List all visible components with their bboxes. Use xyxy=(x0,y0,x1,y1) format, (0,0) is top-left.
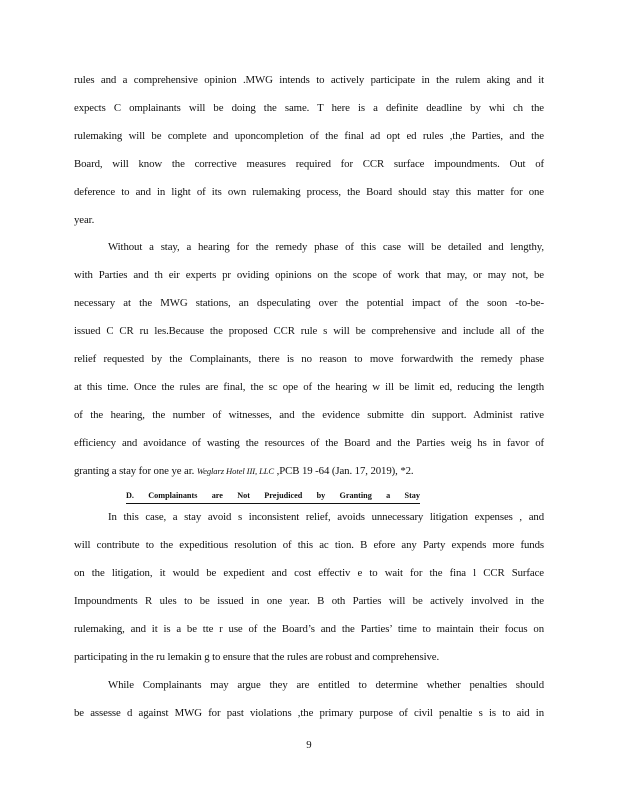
text-line: issued C CR ru les.Because the proposed CCR rule s will be comprehensive and include all of the xyxy=(74,325,544,337)
text-line: relief requested by the Complainants, there is no reason to move forwardwith the remedy phase xyxy=(74,353,544,365)
text-line: expects C omplainants will be doing the same. T here is a definite deadline by whi ch the xyxy=(74,102,544,114)
text-line: necessary at the MWG stations, an dspeculating over the potential impact of the soon -to-be- xyxy=(74,297,544,309)
text-line: of the hearing, the number of witnesses, and the evidence submitte din support. Administ rative xyxy=(74,409,544,421)
text-line: rules and a comprehensive opinion .MWG intends to actively participate in the rulem aking and it xyxy=(74,74,544,86)
text-line: While Complainants may argue they are entitled to determine whether penalties should xyxy=(108,679,544,691)
text-line-citation xyxy=(74,464,484,478)
text-fragment: ,PCB 19 -64 (Jan. 17, 2019), *2. xyxy=(276,465,414,477)
text-line: at this time. Once the rules are final, the sc ope of the hearing w ill be limit ed, reducing the length xyxy=(74,381,544,393)
text-line: In this case, a stay avoid s inconsistent relief, avoids unnecessary litigation expenses , and xyxy=(108,511,544,523)
text-line: Impoundments R ules to be issued in one year. B oth Parties will be actively involved in the xyxy=(74,595,544,607)
text-line: efficiency and avoidance of wasting the resources of the Board and the Parties weig hs in favor of xyxy=(74,437,544,449)
section-heading: D. Complainants are Not Prejudiced by Granting a Stay xyxy=(126,491,420,500)
text-line: participating in the ru lemakin g to ensure that the rules are robust and comprehensive. xyxy=(74,651,440,663)
text-line: Board, will know the corrective measures required for CCR surface impoundments. Out of xyxy=(74,158,544,170)
text-line: rulemaking will be complete and uponcompletion of the final ad opt ed rules ,the Parties, and the xyxy=(74,130,544,142)
text-line: with Parties and th eir experts pr oviding opinions on the scope of work that may, or may not, be xyxy=(74,269,544,281)
text-line: will contribute to the expeditious resolution of this ac tion. B efore any Party expends more funds xyxy=(74,539,544,551)
text-line: on the litigation, it would be expedient and cost effectiv e to wait for the fina l CCR Surface xyxy=(74,567,544,579)
text-line: Without a stay, a hearing for the remedy phase of this case will be detailed and lengthy, xyxy=(108,241,544,253)
case-citation: Weglarz Hotel III, LLC xyxy=(196,466,275,476)
text-line: year. xyxy=(74,214,95,226)
page-number: 9 xyxy=(306,739,312,751)
text-line: be assesse d against MWG for past violations ,the primary purpose of civil penaltie s is to aid in xyxy=(74,707,544,719)
heading-underline xyxy=(126,503,420,504)
text-line: rulemaking, and it is a be tte r use of the Board’s and the Parties’ time to maintain their focus on xyxy=(74,623,544,635)
text-line: deference to and in light of its own rulemaking process, the Board should stay this matter for one xyxy=(74,186,544,198)
text-fragment: granting a stay for one ye ar. xyxy=(74,465,195,477)
